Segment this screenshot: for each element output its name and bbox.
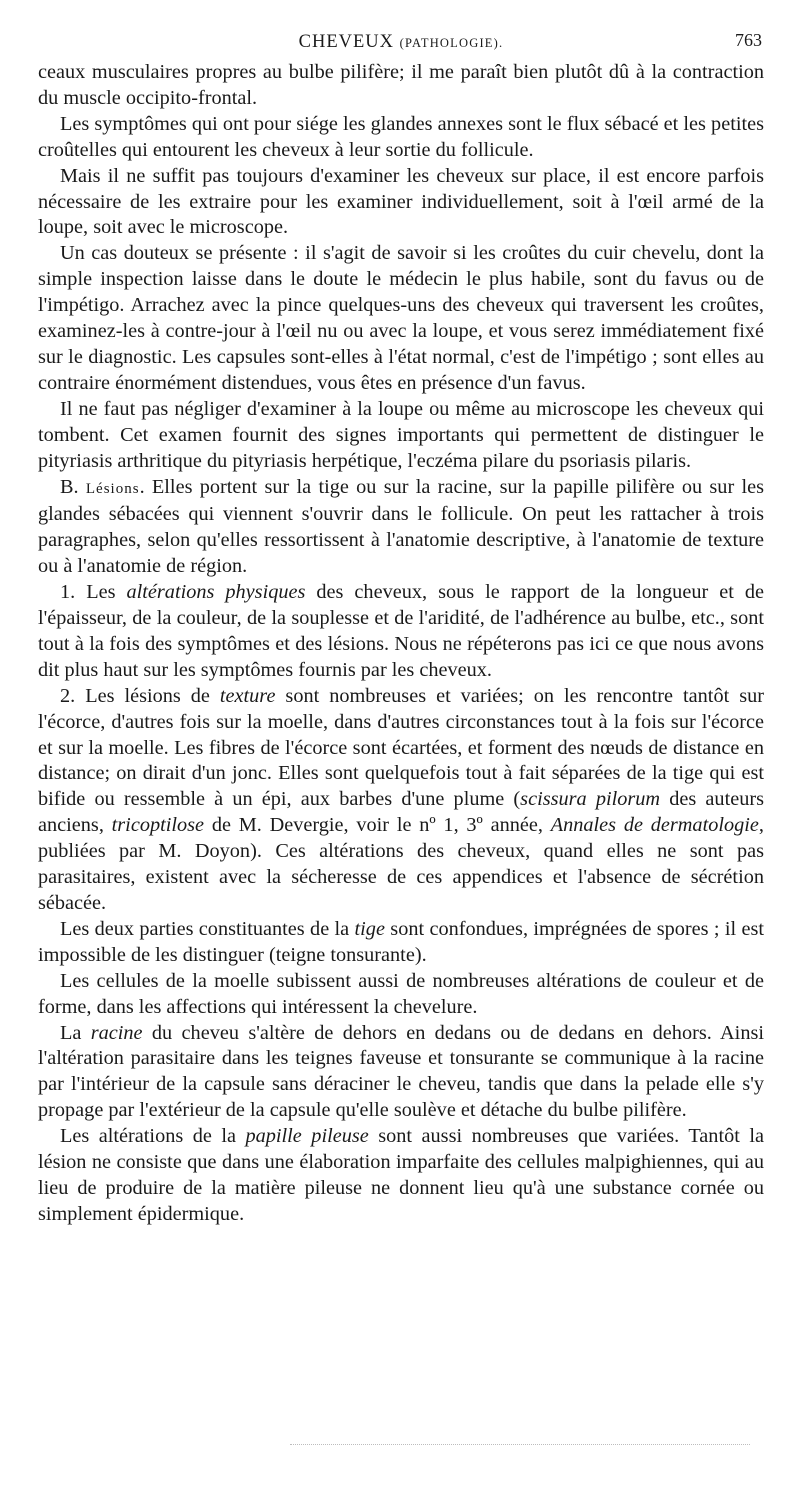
italic-term: papille pileuse: [245, 1125, 369, 1148]
running-title-main: CHEVEUX: [298, 32, 395, 52]
paragraph: [38, 60, 764, 112]
paragraph: [38, 580, 764, 684]
italic-term: altérations physiques: [126, 581, 306, 604]
italic-term: scissura pilorum: [520, 788, 661, 811]
text-run: 2. Les lésions de: [60, 684, 220, 707]
body-text: [38, 60, 764, 1228]
text-run: des auteurs anciens,: [38, 788, 764, 837]
text-run: La: [60, 1021, 91, 1044]
text-run: Les cellules de la moelle subissent aussi de nombreuses altérations de couleur et de forme, dans les affections qui intéressent la chevelure.: [38, 969, 764, 1018]
footer-dotted-rule: [290, 1444, 750, 1446]
running-title: [38, 32, 764, 53]
text-run: sont nombreuses et variées; on les rencontre tantôt sur l'écorce, d'autres fois sur la moelle, dans d'autres circonstances tout à la fois sur l'écorce et sur la moelle. Les fibres de l'écorce sont écartées, et forment des nœuds de distance en distance; on dirait d'un jonc. Elles sont quelquefois tout à fait séparées de la tige qui est bifide ou ressemble à un épi, aux barbes d'une plume (: [38, 684, 764, 811]
page-number: 763: [735, 30, 762, 50]
text-run: du cheveu s'altère de dehors en dedans ou de dedans en dehors. Ainsi l'altération parasitaire dans les teignes faveuse et tonsurante se communique à la racine par l'intérieur de la capsule sans déraciner le cheveu, tandis que dans la pelade elle s'y propage par l'extérieur de la capsule qu'elle soulève et détache du bulbe pilifère.: [38, 1021, 764, 1122]
text-run: 1. Les: [60, 581, 127, 604]
text-run: , publiées par M. Doyon). Ces altérations des cheveux, quand elles ne sont pas parasitaires, existent avec la sécheresse de ces appendices et l'absence de sécrétion sébacée.: [38, 814, 764, 914]
italic-term: tige: [354, 917, 385, 940]
text-run: Les deux parties constituantes de la: [60, 917, 355, 940]
running-title-sub: (PATHOLOGIE).: [399, 36, 504, 50]
italic-term: texture: [219, 684, 276, 707]
text-run: Mais il ne suffit pas toujours d'examiner les cheveux sur place, il est encore parfois nécessaire de les extraire pour les examiner individuellement, soit à l'œil armé de la loupe, soit avec le microscope.: [38, 164, 764, 239]
italic-term: racine: [90, 1021, 143, 1044]
italic-term: Annales de dermatologie: [550, 814, 759, 837]
text-run: Un cas douteux se présente : il s'agit de savoir si les croûtes du cuir chevelu, dont la simple inspection laisse dans le doute le médecin le plus habile, sont du favus ou de l'impétigo. Arrachez avec la pince quelques-uns des cheveux qui traversent les croûtes, examinez-les à contre-jour à l'œil nu ou avec la loupe, et vous serez immédiatement fixé sur le diagnostic. Les capsules sont-elles à l'état normal, c'est de l'impétigo ; sont elles au contraire énormément distendues, vous êtes en présence d'un favus.: [38, 242, 764, 394]
page-header: [38, 26, 764, 60]
paragraph: [38, 241, 764, 396]
paragraph: [38, 684, 764, 917]
text-run: B.: [60, 475, 86, 498]
paragraph: [38, 397, 764, 475]
paragraph: [38, 164, 764, 242]
section-label: Lésions: [85, 480, 140, 497]
paragraph: [38, 969, 764, 1021]
text-run: Les symptômes qui ont pour siége les glandes annexes sont le flux sébacé et les petites croûtelles qui entourent les cheveux à leur sortie du follicule.: [38, 112, 764, 161]
text-run: des cheveux, sous le rapport de la longueur et de l'épaisseur, de la couleur, de la souplesse et de l'aridité, de l'adhérence au bulbe, etc., sont tout à la fois des symptômes et des lésions. Nous ne répéterons pas ici ce que nous avons dit plus haut sur les symptômes fournis par les cheveux.: [38, 581, 764, 681]
italic-term: tricoptilose: [111, 814, 205, 837]
text-run: sont aussi nombreuses que variées. Tantôt la lésion ne consiste que dans une élaboration imparfaite des cellules malpighiennes, qui au lieu de produire de la matière pileuse ne donnent lieu qu'à une substance cornée ou simplement épidermique.: [38, 1125, 764, 1225]
paragraph: [38, 1124, 764, 1228]
paragraph: [38, 112, 764, 164]
paragraph: [38, 917, 764, 969]
text-run: Il ne faut pas négliger d'examiner à la loupe ou même au microscope les cheveux qui tombent. Cet examen fournit des signes importants qui permettent de distinguer le pityriasis arthritique du pityriasis herpétique, l'eczéma pilare du psoriasis pilaris.: [38, 397, 764, 472]
text-run: ceaux musculaires propres au bulbe pilifère; il me paraît bien plutôt dû à la contraction du muscle occipito-frontal.: [38, 61, 764, 109]
text-run: . Elles portent sur la tige ou sur la racine, sur la papille pilifère ou sur les glandes sébacées qui viennent s'ouvrir dans le follicule. On peut les rattacher à trois paragraphes, selon qu'elles ressortissent à l'anatomie descriptive, à l'anatomie de texture ou à l'anatomie de région.: [38, 475, 765, 578]
text-run: sont confondues, imprégnées de spores ; il est impossible de les distinguer (teigne tonsurante).: [38, 917, 764, 966]
text-run: de M. Devergie, voir le nº 1, 3º année,: [204, 814, 551, 837]
paragraph: [38, 475, 764, 581]
paragraph: [38, 1021, 764, 1125]
text-run: Les altérations de la: [60, 1125, 246, 1148]
